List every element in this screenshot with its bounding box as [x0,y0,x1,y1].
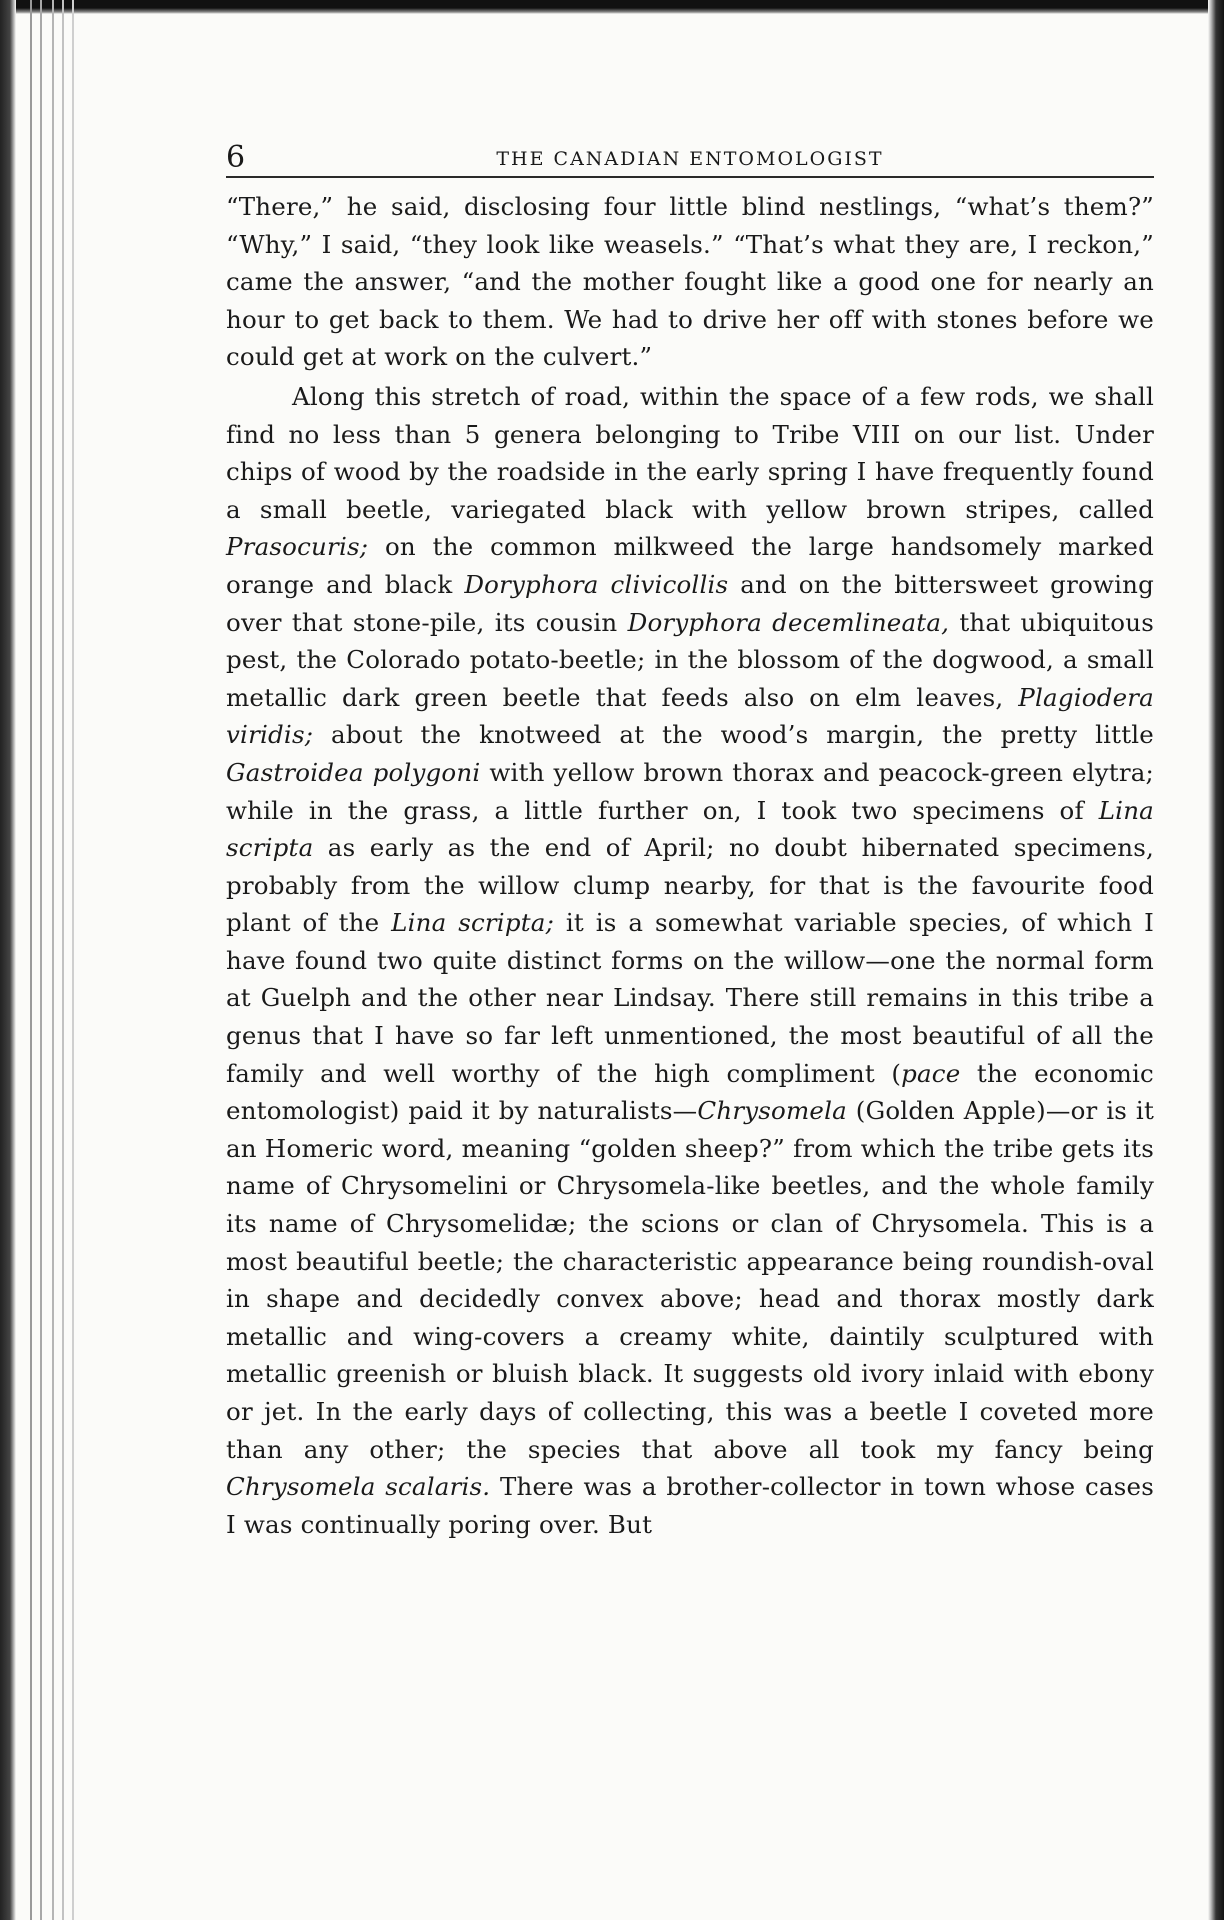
italic-text-run: Plagiodera viridis; [226,682,1154,750]
film-border-right [1208,0,1224,1920]
italic-text-run: Doryphora decemlineata, [627,607,950,637]
page-edge [62,0,64,1920]
body-text [226,188,1154,1543]
film-border-top [0,0,1224,14]
italic-text-run: Doryphora clivicollis [464,569,729,599]
italic-text-run: pace [901,1058,961,1088]
italic-text-run: Gastroidea polygoni [226,757,481,787]
text-run: with yellow brown thorax and peacock-green elytra; while in the grass, a little further on, I took two specimens of [226,757,1154,825]
film-border-left [0,0,16,1920]
paragraph [226,188,1154,376]
text-run: the economic entomologist) paid it by naturalists— [226,1058,1154,1126]
italic-text-run: Prasocuris; [226,532,369,562]
italic-text-run: Chrysomela scalaris. [226,1472,491,1502]
text-run: it is a somewhat variable species, of which I have found two quite distinct forms on the willow—one the normal form at Guelph and the other near Lindsay. There still remains in this tribe a genus that I have so far left unmentioned, the most beautiful of all the family and well worthy of the high compliment ( [226,908,1154,1088]
journal-title: THE CANADIAN ENTOMOLOGIST [496,148,884,170]
text-run: and on the bittersweet growing over that stone-pile, its cousin [226,569,1154,637]
text-run: (Golden Apple)—or is it an Homeric word, meaning “golden sheep?” from which the tribe gets its name of Chrysomelini or Chrysomela-like beetles, and the whole family its name of Chrysomelidæ; the scions or clan of Chrysomela. This is a most beautiful beetle; the characteristic appearance being roundish-oval in shape and decidedly convex above; head and thorax mostly dark metallic and wing-covers a creamy white, daintily sculptured with metallic greenish or bluish black. It suggests old ivory inlaid with ebony or jet. In the early days of collecting, this was a beetle I coveted more than any other; the species that above all took my fancy being [226,1096,1154,1464]
text-run: about the knotweed at the wood’s margin, the pretty little [313,720,1154,750]
italic-text-run: Lina scripta; [391,908,555,938]
page-edge [40,0,42,1920]
text-run: as early as the end of April; no doubt hibernated specimens, probably from the willow clump nearby, for that is the favourite food plant of the [226,833,1154,938]
page-edge [72,0,74,1920]
page-edge [30,0,32,1920]
text-run: “There,” he said, disclosing four little blind nestlings, “what’s them?” “Why,” I said, “they look like weasels.” “That’s what they are, I reckon,” came the answer, “and the mother fought like a good one for nearly an hour to get back to them. We had to drive her off with stones before we could get at work on the culvert.” [226,192,1154,372]
text-run: on the common milkweed the large handsomely marked orange and black [226,532,1154,599]
page-edge [52,0,54,1920]
text-run: There was a brother-collector in town whose cases I was continually poring over. But [226,1472,1154,1539]
page-number: 6 [226,140,246,175]
italic-text-run: Chrysomela [697,1096,847,1126]
italic-text-run: Lina scripta [226,795,1154,863]
paragraph [226,378,1154,1543]
page-content [226,130,1154,1543]
text-run: that ubiquitous pest, the Colorado potato-beetle; in the blossom of the dogwood, a small metallic dark green beetle that feeds also on elm leaves, [226,607,1155,712]
running-head [226,130,1154,178]
text-run: Along this stretch of road, within the space of a few rods, we shall find no less than 5 genera belonging to Tribe VIII on our list. Under chips of wood by the roadside in the early spring I have frequently found a small beetle, variegated black with yellow brown stripes, called [226,381,1154,524]
